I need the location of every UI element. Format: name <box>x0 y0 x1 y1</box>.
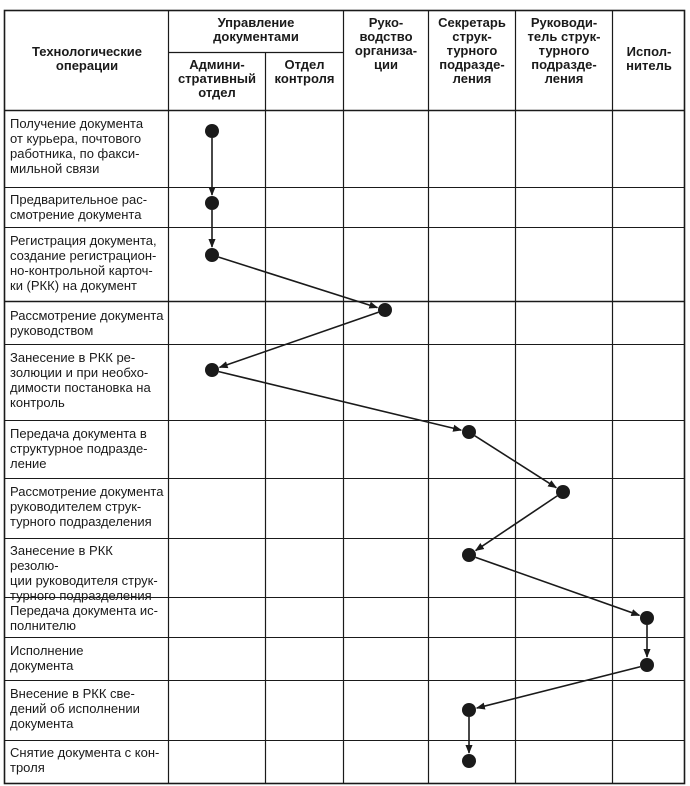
flow-step-dot <box>378 303 392 317</box>
row-label-resolution-entry: Занесение в РКК ре- золюции и при необхо- димости постановка на контроль <box>10 350 151 410</box>
header-control-dept: Отдел контроля <box>274 57 335 86</box>
flow-step-dot <box>205 248 219 262</box>
header-admin-dept: Админи- стративный отдел <box>177 57 257 100</box>
row-label-remove-control: Снятие документа с кон- троля <box>10 745 160 775</box>
flow-step-dot <box>462 703 476 717</box>
flow-step-dot <box>640 611 654 625</box>
row-label-preliminary-review: Предварительное рас- смотрение документа <box>10 192 148 222</box>
row-label-management-review: Рассмотрение документа руководством <box>10 308 164 338</box>
flow-step-dot <box>205 124 219 138</box>
row-label-unit-head-review: Рассмотрение документа руководителем струк- турного подразделения <box>10 484 164 529</box>
flow-arrow <box>220 312 379 367</box>
row-label-receive: Получение документа от курьера, почтового работника, по факси- мильной связи <box>10 116 144 176</box>
flow-step-dot <box>462 425 476 439</box>
row-label-execution-record: Внесение в РКК све- дений об исполнении документа <box>10 686 140 731</box>
header-executor: Испол- нитель <box>626 44 672 73</box>
row-label-execution: Исполнение документа <box>10 643 84 673</box>
flow-arrow <box>476 496 558 551</box>
header-secretary: Секретарь струк- турного подразде- ления <box>438 15 506 86</box>
flow-step-dot <box>462 548 476 562</box>
row-label-transfer-executor: Передача документа ис- полнителю <box>10 603 158 633</box>
header-head: Руко- водство организа- ции <box>354 15 418 72</box>
flow-arrow <box>219 372 461 430</box>
header-operations: Технологические операции <box>31 44 143 73</box>
row-label-transfer-unit: Передача документа в структурное подразде- ление <box>10 426 148 471</box>
flow-step-dot <box>556 485 570 499</box>
header-unit-head: Руководи- тель струк- турного подразде- ления <box>527 15 601 86</box>
flow-step-dot <box>205 363 219 377</box>
flow-arrow <box>219 257 378 307</box>
header-doc-mgmt: Управление документами <box>213 15 299 44</box>
flow-step-dot <box>462 754 476 768</box>
flow-arrow <box>477 667 640 708</box>
flow-arrow <box>475 436 556 488</box>
flow-step-dot <box>640 658 654 672</box>
flow-step-dot <box>205 196 219 210</box>
flow-arrow <box>476 557 640 615</box>
row-label-registration: Регистрация документа, создание регистрацион- но-контрольной карточ- ки (РКК) на документ <box>10 233 157 293</box>
row-label-unit-resolution-entry: Занесение в РКК резолю- ции руководителя струк- турного подразделения <box>10 543 158 603</box>
